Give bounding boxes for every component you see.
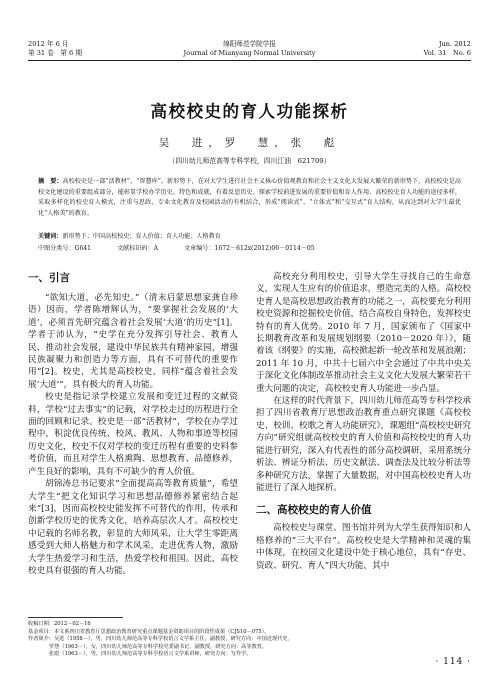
page-number: · 114 · [435,657,471,667]
paragraph: 高校充分利用校史，引导大学生寻找自己的生命意义，实现人生应有的价值追求，塑造完美的人格。高校校史育人是高校思想政治教育的功能之一，高校要充分利用校史资源和挖掘校史价值，结合高校自身特色，发挥校史特有的育人优势。2010 年 7 月，国家颁布了《国家中长期教育改革和发展规划纲要（2010－2020 年）》，随着该《纲要》的实施，高校掀起新一轮改革和发展浪潮；2011 年 10 月，中共十七届六中全会通过了中共中央关于深化文化体制改革推动社会主义文化大发展大繁荣若干重大问题的决定，高校校史育人功能进一步凸显。 [256,272,471,394]
header-date: 2012 年 6 月 [28,40,69,48]
keywords-label: 关键词： [38,233,63,240]
paragraph: 高校校史与课堂、图书馆并列为大学生获得知识和人格修养的“三大平台”。高校校史是大学精神和灵魂的集中体现，在校园文化建设中处于核心地位，具有“存史、资政、研究、育人”四大功能，其中 [256,523,471,571]
author-bio-3: 张彪（1963－），男，四川幼儿师范高等专科学校语言文学系讲师，研究方向：写作学。 [49,651,252,658]
author-affiliation: （四川幼儿师范高等专科学校，四川江油 621709） [168,157,331,165]
fund-note: 基金项目：本文系四川省教育厅思想政治教育研究重点课题基金资助项目的阶段性成果（CJS10－075）。 [28,628,270,635]
received-date: 收稿日期：2012－02－16 [28,621,91,627]
article-number: 文章编号：1672－612x(2012)06－0114－05 [184,245,315,252]
document-code: 文献标识码：A [117,245,159,252]
author-bio-1: 作者简介：吴进（1958－），男，四川幼儿师范高等专科学校语言文学系主任，副教授，研究方向：中国近现代史。 [28,636,293,643]
abstract [38,177,461,219]
journal-title-en: Journal of Mianyang Normal University [183,49,316,57]
paragraph: “欲知大道，必先知史。”（清末启蒙思想家龚自珍语）因而，学者陈增辉认为，“要掌握社会发展的‘大道’，必须首先研究蕴含着社会发展‘大道’的历史”[1]。学者于沛认为，“史学在充分发挥引导社会、教育人民、推动社会发展，建设中华民族共有精神家园，增强民族凝聚力和创造力等方面，具有不可替代的重要作用”[2]。校史，尤其是高校校史，同样“蕴含着社会发展‘大道’”，具有极大的育人功能。 [28,293,238,390]
header-volume-en: Vol. 31 No. 6 [423,49,471,57]
running-header [28,40,471,58]
keywords [38,232,461,242]
header-rule [28,60,471,61]
keywords-text: 新形势下；中国高校校史；育人价值；育人功能；人格教育 [62,233,221,240]
abstract-label: 摘 要： [38,178,63,185]
right-column [256,271,471,572]
header-volume: 第 31 卷 第 6 期 [28,49,82,57]
author-bio-2: 罗慧（1963－），女，四川幼儿师范高等专科学校党委副书记，副教授，研究方向：高等教育。 [49,643,268,650]
paragraph: 校史是指记录学校建立发展和变迁过程的文献资料，学校“过去事实”的记载，对学校走过的历程进行全面的回顾和记录。校史是一部“活教材”，学校在办学过程中，积淀优良传统、校风、教风、人物和事迹等校园历史文化，校史不仅对学校的变迁历程有重要的史料参考价值，而且对学生人格熏陶、思想教育、品德修养，产生良好的影响，具有不可缺少的育人价值。 [28,392,238,477]
clc-number: 中图分类号：G641 [38,245,92,252]
left-column [28,271,238,577]
section-heading-introduction: 一、引言 [28,272,70,284]
footnotes [28,621,471,659]
abstract-text: 高校校史是一部“活教材”、“智慧库”。新形势下，在对大学生进行社会主义核心价值观教育和社会主义文化大发展大繁荣的新形势下，高校校史是高校文化建设的重要组成部分，能彰显学校办学历史、特色和成就，有着反思历史、探索学校前进发展的重要价值和育人作用。高校校史育人功能的途径多样，采取多样化的校史育人模式，注重与思政、专业文化教育及校园活动的有机结合，形成“阅读式”、“立体式”和“交互式”育人结构，从而达到对大学生最优化“人格美”的教育。 [38,178,462,217]
paragraph: 胡锦涛总书记要求“全面提高高等教育质量”，希望大学生“把文化知识学习和思想品德修养紧密结合起来”[3]，因而高校校史能发挥不可替代的作用，传承和创新学校历史的优秀文化，培养高层次人才。高校校史中记载的名师名教，彰显的大师风采，让大学生零距离感受到大师人格魅力和学术风采，走进优秀人物，激励大学生热爱学习和生活，热爱学校和祖国。因此，高校校史具有很强的育人功能。 [28,479,238,576]
journal-title-cn: 绵阳师范学院学报 [223,40,276,48]
classification-line [38,243,461,252]
article-title: 高校校史的育人功能探析 [150,102,349,121]
paragraph: 在这样的时代背景下，四川幼儿师范高等专科学校承担了四川省教育厅思想政治教育重点研究课题《高校校史、校训、校歌之育人功能研究》，课题组“高校校史研究方向”研究组就高校校史的育人价值和高校校史的育人功能进行研究，深入有代表性的部分高校调研，采用系统分析法、辨证分析法、历史文献法、调查法及比较分析法等多种研究方法，掌握了大量数据，对中国高校校史育人功能进行了深入地探析。 [256,396,471,493]
section-heading-value: 二、高校校史的育人价值 [256,504,372,517]
article-authors: 吴 进，罗 慧，张 彪 [158,137,341,149]
header-date-en: Jun. 2012 [438,40,471,48]
footnote-rule [28,617,123,618]
